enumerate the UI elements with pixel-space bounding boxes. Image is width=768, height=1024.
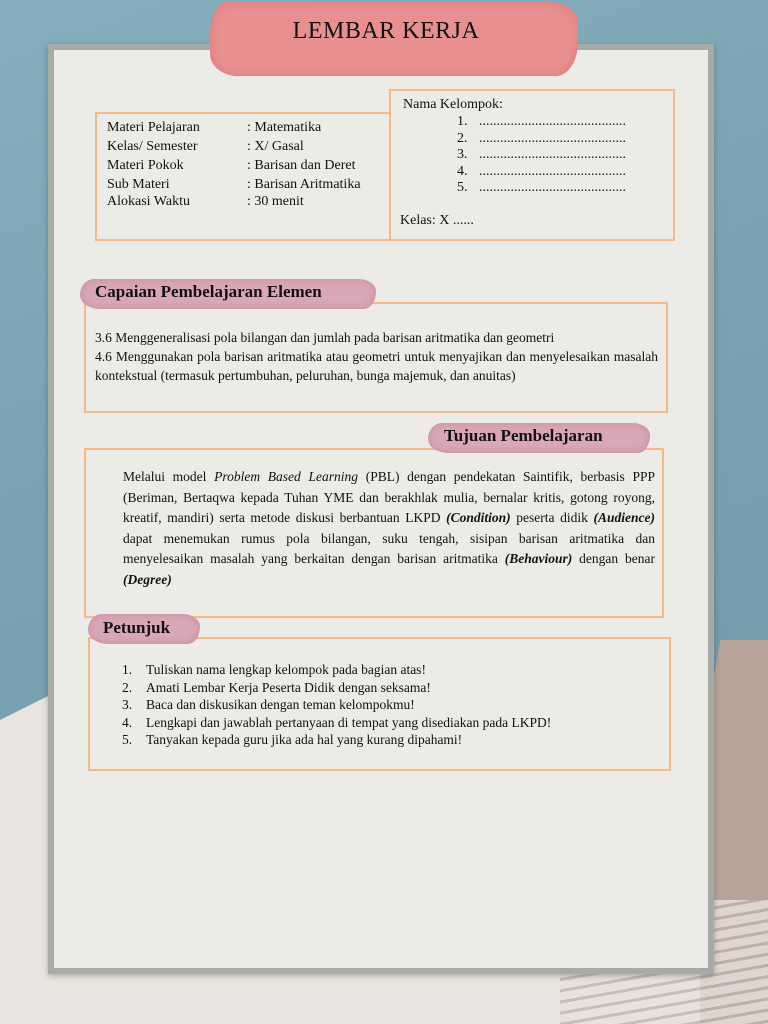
text-run: dapat menemukan rumus pola bilangan, suku tengah, sisipan barisan aritmatika dan menyelesaikan masalah yang berkaitan dengan barisan aritmatika: [123, 530, 655, 566]
list-text: Tanyakan kepada guru jika ada hal yang kurang dipahami!: [146, 732, 463, 747]
info-label: Materi Pelajaran: [107, 120, 200, 135]
list-number: 5.: [122, 732, 133, 747]
list-text: Lengkapi dan jawablah pertanyaan di tempat yang disediakan pada LKPD!: [146, 714, 552, 730]
text-run-bold-italic: (Audience): [593, 510, 655, 525]
list-text: Tuliskan nama lengkap kelompok pada bagian atas!: [146, 662, 426, 677]
info-value: : X/ Gasal: [247, 139, 304, 154]
capaian-box: [84, 302, 668, 413]
text-run-italic: Problem Based Learning: [214, 469, 358, 484]
dotted-line: ..........................................: [479, 163, 626, 179]
list-number: 3.: [122, 697, 133, 712]
info-label: Sub Materi: [107, 177, 170, 192]
info-value: : Matematika: [247, 120, 322, 135]
group-member-line[interactable]: [457, 131, 626, 148]
dotted-line: ..........................................: [479, 180, 626, 195]
list-number: 2.: [122, 679, 133, 695]
group-member-line[interactable]: [457, 180, 626, 197]
info-label: Materi Pokok: [107, 158, 184, 173]
info-label: Kelas/ Semester: [107, 139, 198, 154]
group-member-line[interactable]: [457, 147, 626, 164]
list-number: 5.: [457, 180, 468, 195]
text-run-bold-italic: (Condition): [446, 510, 511, 525]
list-number: 2.: [457, 130, 468, 146]
list-item: [122, 679, 551, 697]
group-member-line[interactable]: [457, 114, 626, 131]
list-number: 4.: [122, 714, 133, 730]
list-number: 3.: [457, 147, 468, 162]
lesson-info-box: [95, 112, 391, 241]
text-run-bold-italic: (Behaviour): [504, 551, 573, 566]
petunjuk-heading: Petunjuk: [103, 618, 171, 637]
group-member-list: [457, 114, 626, 197]
list-item: [122, 731, 551, 749]
dotted-line: ..........................................: [479, 114, 626, 129]
list-item: [122, 661, 551, 679]
list-number: 1.: [457, 114, 468, 129]
info-value: : Barisan Aritmatika: [247, 177, 361, 192]
list-item: [122, 696, 551, 714]
info-value: : Barisan dan Deret: [247, 158, 356, 173]
capaian-item: 4.6 Menggunakan pola barisan aritmatika atau geometri untuk menyajikan dan menyelesaikan masalah kontekstual (termasuk pertumbuhan, peluruhan, bunga majemuk, dan anuitas): [95, 349, 658, 383]
page-title: LEMBAR KERJA: [292, 18, 480, 44]
list-number: 1.: [122, 662, 133, 677]
petunjuk-list: [122, 661, 551, 749]
text-run: (PBL) dengan pendekatan Saintifik, berbasis PPP (Beriman, Bertaqwa kepada Tuhan YME dan berakhlak mulia, bernalar kritis, gotong royong, kreatif, mandiri) serta metode diskusi berbantuan LKPD: [123, 469, 655, 525]
capaian-heading: Capaian Pembelajaran Elemen: [95, 282, 322, 301]
tujuan-heading: Tujuan Pembelajaran: [444, 426, 603, 445]
text-run: dengan benar: [572, 551, 656, 566]
text-run-bold-italic: (Degree): [123, 571, 172, 587]
group-box: [389, 89, 675, 241]
info-value: : 30 menit: [247, 194, 304, 209]
text-run: peserta didik: [510, 510, 594, 525]
capaian-item: 3.6 Menggeneralisasi pola bilangan dan jumlah pada barisan aritmatika dan geometri: [95, 330, 555, 345]
tujuan-box: [84, 448, 664, 618]
list-number: 4.: [457, 163, 468, 179]
text-run: Melalui model: [123, 469, 215, 484]
info-label: Alokasi Waktu: [107, 194, 190, 209]
group-label: Nama Kelompok:: [403, 97, 503, 112]
capaian-text: [95, 328, 658, 385]
list-item: [122, 714, 551, 732]
dotted-line: ..........................................: [479, 147, 626, 162]
tujuan-text: [123, 467, 655, 590]
list-text: Baca dan diskusikan dengan teman kelompokmu!: [146, 697, 415, 712]
group-member-line[interactable]: [457, 164, 626, 181]
group-class-line[interactable]: Kelas: X ......: [400, 213, 474, 228]
petunjuk-box: [88, 637, 671, 771]
dotted-line: ..........................................: [479, 130, 626, 146]
list-text: Amati Lembar Kerja Peserta Didik dengan seksama!: [146, 679, 431, 695]
